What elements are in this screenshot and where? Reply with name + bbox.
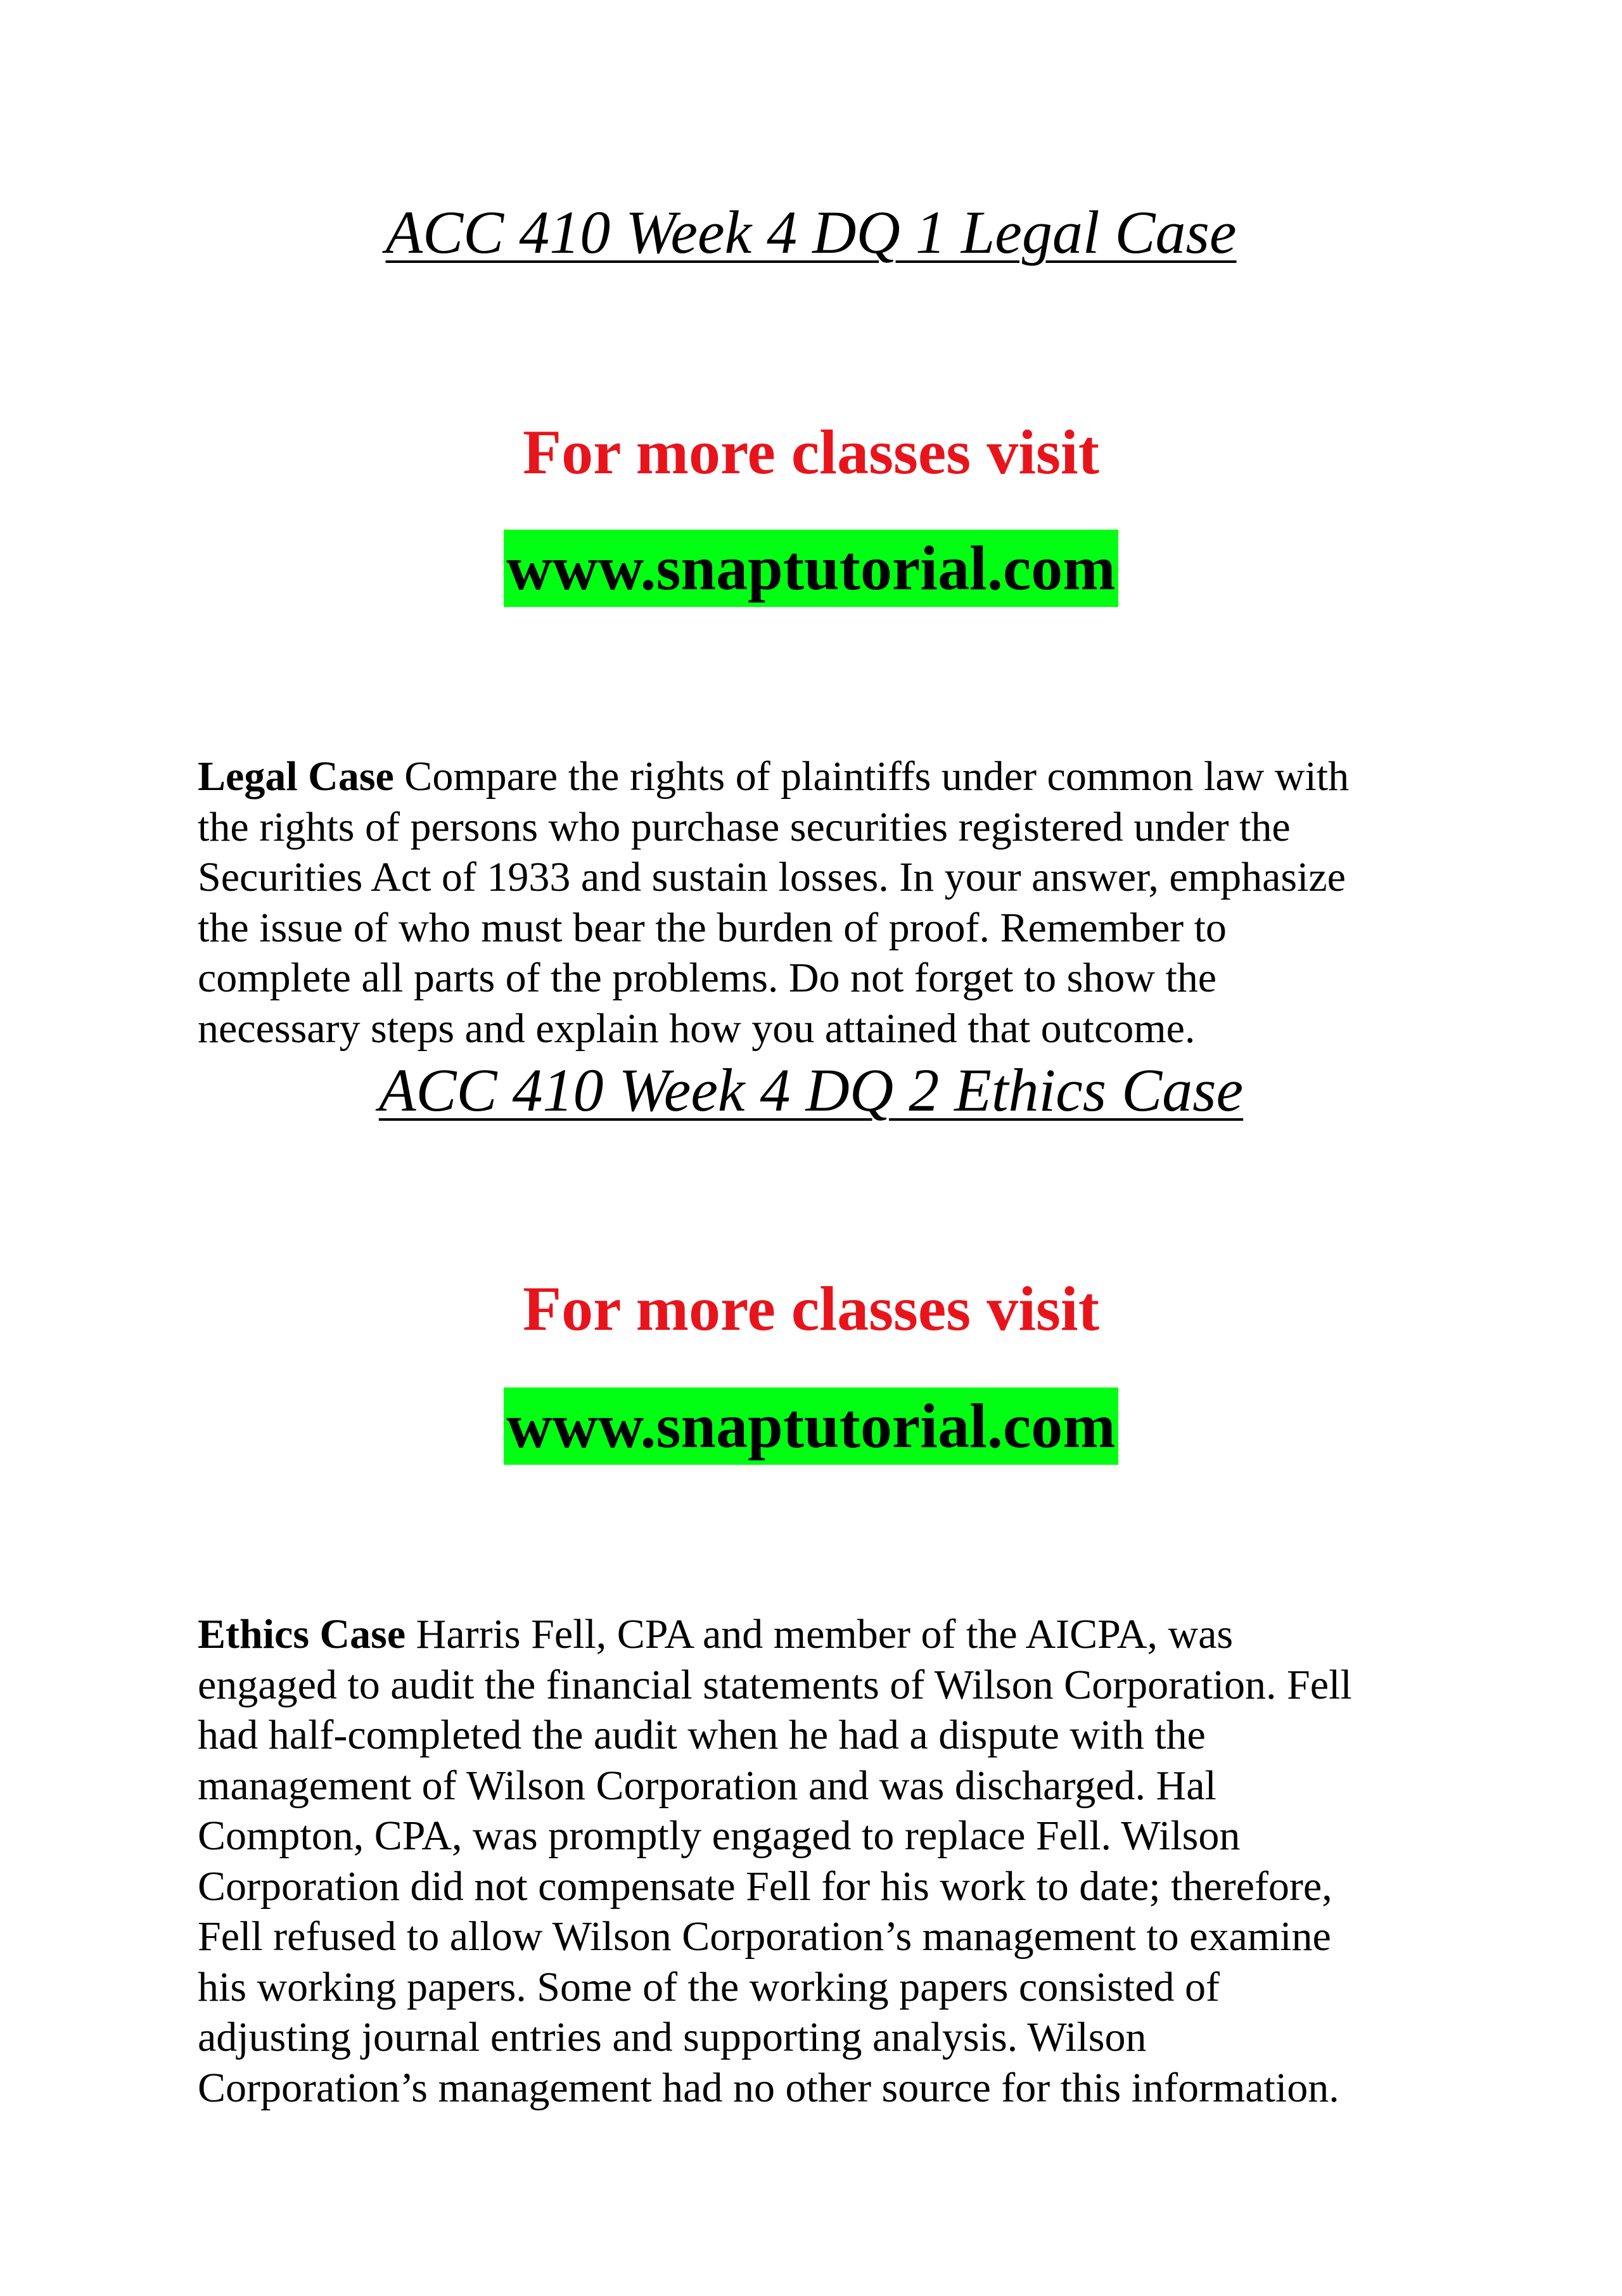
section1-lead-label: Legal Case <box>198 753 394 800</box>
section2-body-line: his working papers. Some of the working papers consisted of <box>198 1963 1220 2010</box>
section2-body-line: Compton, CPA, was promptly engaged to replace Fell. Wilson <box>198 1813 1241 1859</box>
section1-body-line: the issue of who must bear the burden of proof. Remember to <box>198 904 1227 951</box>
section1-body-line: Compare the rights of plaintiffs under common law with <box>393 753 1350 800</box>
section2-body-line: Harris Fell, CPA and member of the AICPA, was <box>406 1611 1234 1657</box>
section2-body-line: adjusting journal entries and supporting analysis. Wilson <box>198 2014 1147 2060</box>
section2-body-line: had half-completed the audit when he had a dispute with the <box>198 1712 1206 1758</box>
section2-link-container <box>0 1387 1622 1465</box>
section1-body-paragraph <box>198 751 1440 1054</box>
section1-body-line: the rights of persons who purchase securities registered under the <box>198 803 1291 850</box>
section2-body-line: Corporation did not compensate Fell for his work to date; therefore, <box>198 1863 1332 1910</box>
section2-snaptutorial-link[interactable]: www.snaptutorial.com <box>504 1387 1118 1465</box>
section1-body-line: complete all parts of the problems. Do not forget to show the <box>198 955 1217 1001</box>
section2-body-line: Corporation’s management had no other source for this information. <box>198 2064 1339 2111</box>
section1-promo-text: For more classes visit <box>522 417 1099 487</box>
section2-body-line: engaged to audit the financial statements of Wilson Corporation. Fell <box>198 1661 1352 1708</box>
section2-promo-text: For more classes visit <box>522 1273 1099 1344</box>
section1-snaptutorial-link[interactable]: www.snaptutorial.com <box>504 530 1118 607</box>
section2-body-line: management of Wilson Corporation and was discharged. Hal <box>198 1762 1216 1809</box>
section1-body-line: Securities Act of 1933 and sustain losses. In your answer, emphasize <box>198 854 1346 900</box>
section1-heading: ACC 410 Week 4 DQ 1 Legal Case <box>385 198 1237 266</box>
section1-link-container <box>0 530 1622 607</box>
section2-lead-label: Ethics Case <box>198 1611 406 1657</box>
section2-body-line: Fell refused to allow Wilson Corporation’s management to examine <box>198 1913 1331 1960</box>
section2-heading: ACC 410 Week 4 DQ 2 Ethics Case <box>378 1056 1244 1124</box>
section1-body-line: necessary steps and explain how you attained that outcome. <box>198 1005 1196 1052</box>
section2-body-paragraph <box>198 1609 1440 2113</box>
